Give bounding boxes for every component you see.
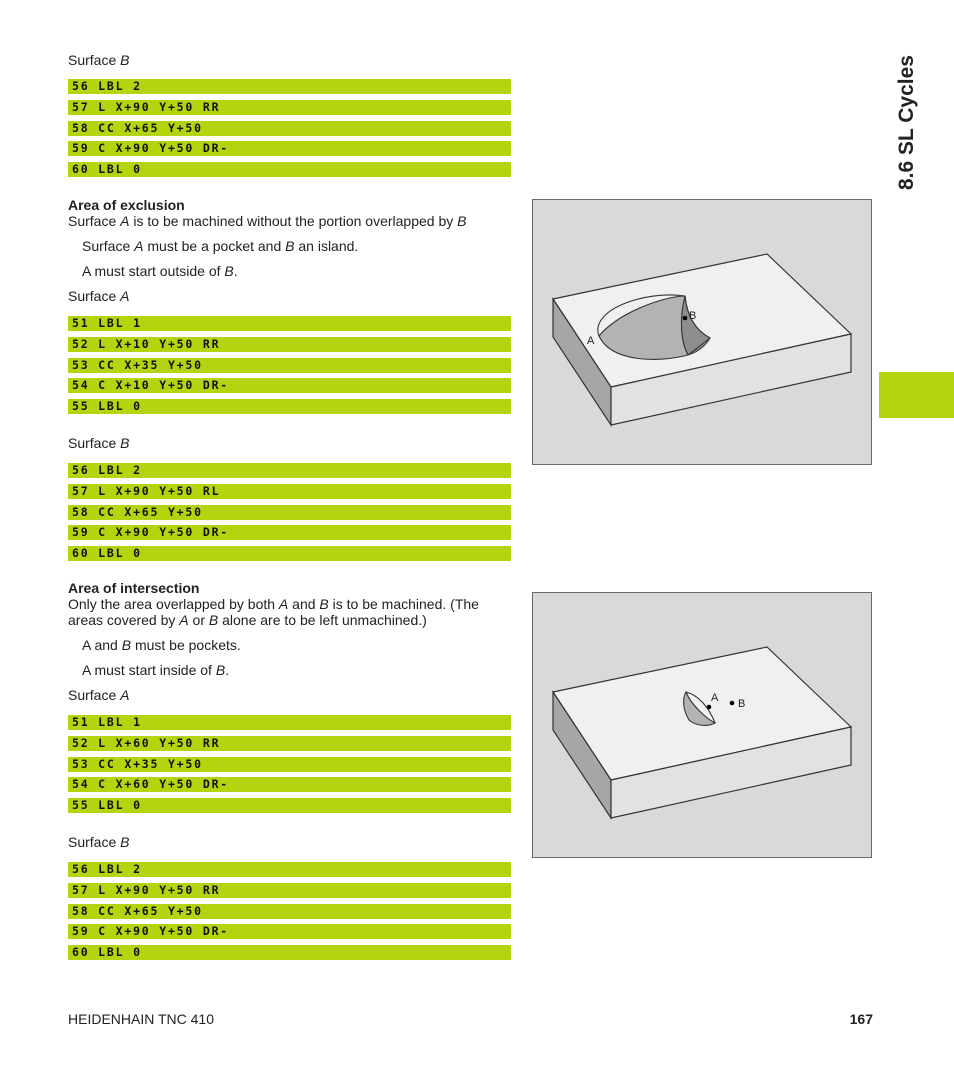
chapter-tab-marker (879, 372, 954, 418)
code-line: 52 L X+10 Y+50 RR (68, 337, 511, 352)
code-line: 53 CC X+35 Y+50 (68, 757, 511, 772)
code-block-intersection-surface-a (68, 715, 511, 819)
intersection-surface-b-label: Surface B (68, 834, 130, 850)
intersection-bullet-2: A must start inside of B. (82, 662, 230, 678)
point-b-marker (730, 701, 735, 706)
code-line: 54 C X+60 Y+50 DR- (68, 777, 511, 792)
exclusion-surface-b-label: Surface B (68, 435, 130, 451)
code-line: 58 CC X+65 Y+50 (68, 121, 511, 136)
intersection-bullet-1: A and B must be pockets. (82, 637, 241, 653)
exclusion-block-illustration (533, 200, 873, 466)
code-line: 56 LBL 2 (68, 862, 511, 877)
point-a-marker (707, 705, 712, 710)
code-line: 55 LBL 0 (68, 399, 511, 414)
code-line: 59 C X+90 Y+50 DR- (68, 525, 511, 540)
code-line: 55 LBL 0 (68, 798, 511, 813)
point-a-label: A (587, 335, 595, 347)
figure-area-of-exclusion (532, 199, 872, 465)
point-b-label: B (689, 310, 697, 322)
code-line: 58 CC X+65 Y+50 (68, 904, 511, 919)
code-block-exclusion-surface-b (68, 463, 511, 567)
footer-page-number: 167 (849, 1011, 873, 1027)
code-line: 52 L X+60 Y+50 RR (68, 736, 511, 751)
code-line: 57 L X+90 Y+50 RR (68, 100, 511, 115)
code-line: 60 LBL 0 (68, 162, 511, 177)
code-block-top-surface-b (68, 79, 511, 183)
code-line: 56 LBL 2 (68, 463, 511, 478)
code-line: 51 LBL 1 (68, 715, 511, 730)
code-line: 60 LBL 0 (68, 945, 511, 960)
point-b-label: B (738, 698, 746, 710)
intersection-description: Only the area overlapped by both A and B is to be machined. (The areas covered by A or B alone are to be left unmachined.) (68, 596, 479, 628)
point-b-marker (683, 316, 688, 321)
point-a-label: A (711, 692, 719, 704)
code-line: 54 C X+10 Y+50 DR- (68, 378, 511, 393)
exclusion-heading: Area of exclusion (68, 197, 185, 213)
code-line: 56 LBL 2 (68, 79, 511, 94)
surface-b-label-top: Surface B (68, 52, 130, 68)
code-line: 59 C X+90 Y+50 DR- (68, 141, 511, 156)
chapter-side-title: 8.6 SL Cycles (895, 55, 918, 191)
code-block-intersection-surface-b (68, 862, 511, 966)
code-line: 57 L X+90 Y+50 RL (68, 484, 511, 499)
code-line: 57 L X+90 Y+50 RR (68, 883, 511, 898)
intersection-heading: Area of intersection (68, 580, 200, 596)
intersection-block-illustration (533, 593, 873, 859)
exclusion-bullet-1: Surface A must be a pocket and B an island. (82, 238, 359, 254)
intersection-surface-a-label: Surface A (68, 687, 130, 703)
code-line: 59 C X+90 Y+50 DR- (68, 924, 511, 939)
exclusion-bullet-2: A must start outside of B. (82, 263, 238, 279)
code-block-exclusion-surface-a (68, 316, 511, 420)
figure-area-of-intersection (532, 592, 872, 858)
footer-manual-name: HEIDENHAIN TNC 410 (68, 1011, 215, 1027)
code-line: 51 LBL 1 (68, 316, 511, 331)
code-line: 58 CC X+65 Y+50 (68, 505, 511, 520)
exclusion-surface-a-label: Surface A (68, 288, 130, 304)
exclusion-description: Surface A is to be machined without the portion overlapped by B (68, 213, 467, 229)
code-line: 53 CC X+35 Y+50 (68, 358, 511, 373)
code-line: 60 LBL 0 (68, 546, 511, 561)
